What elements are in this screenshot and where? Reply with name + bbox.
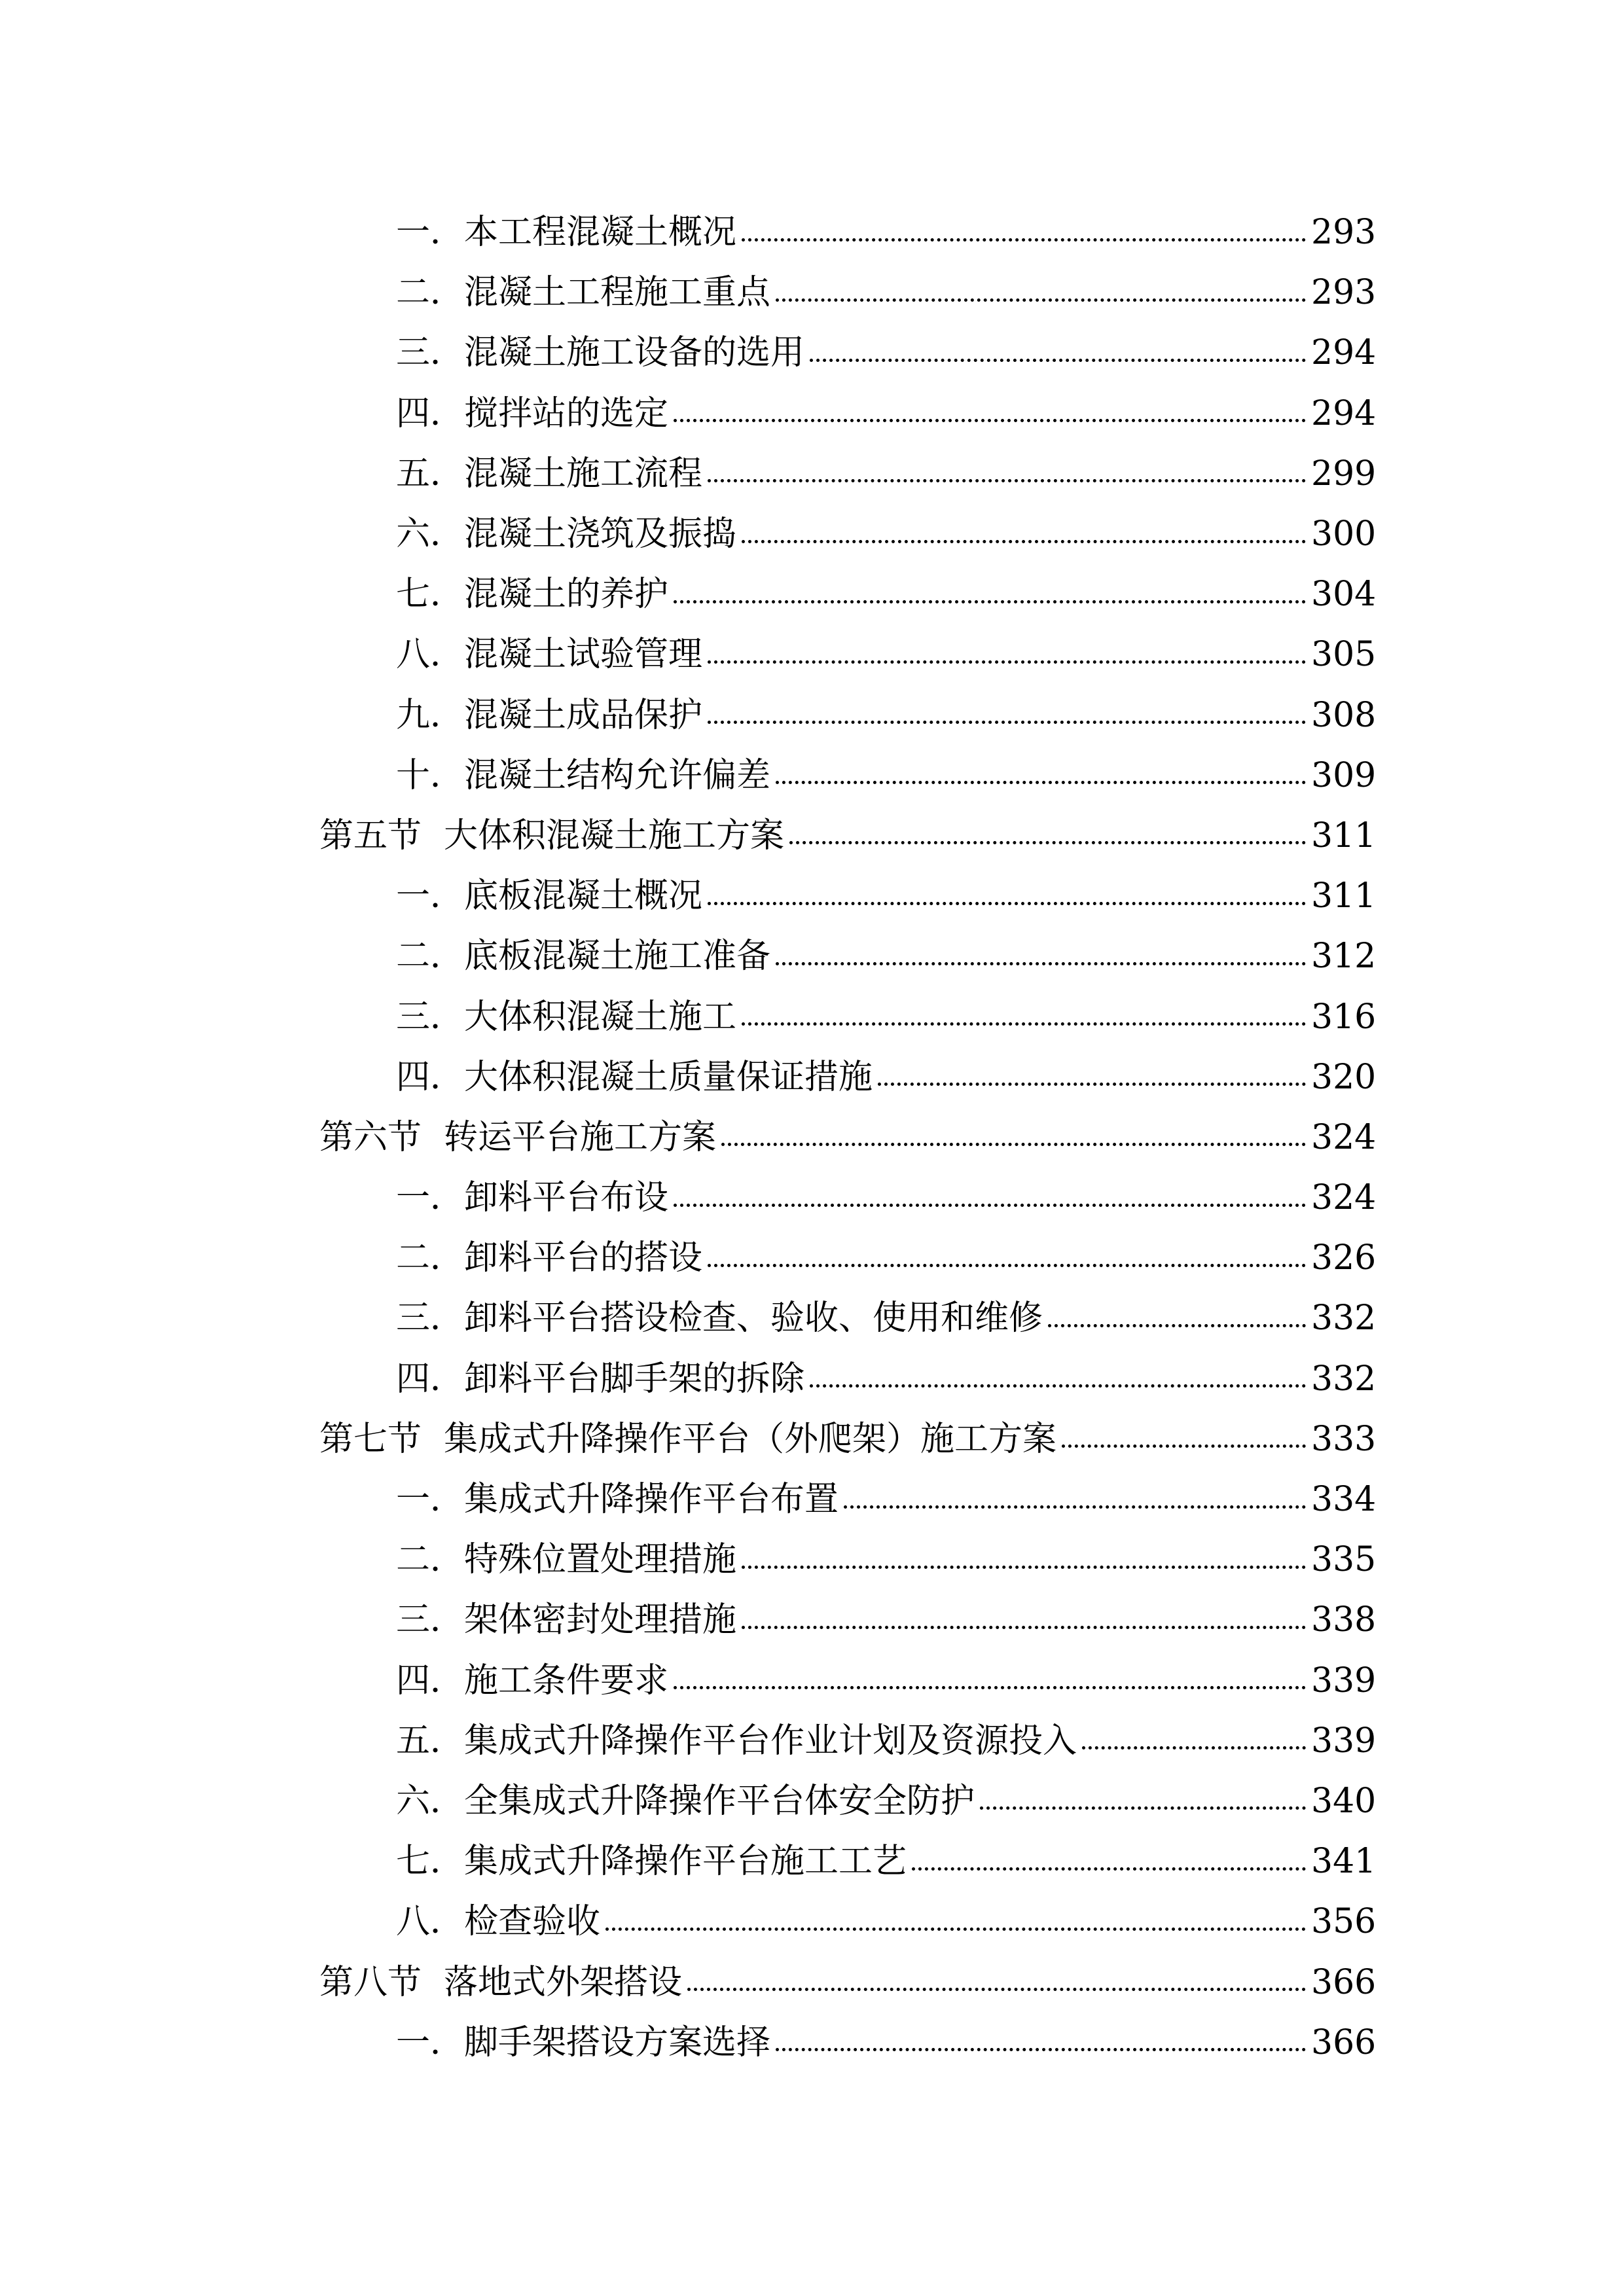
toc-entry-number: 二． xyxy=(396,1238,465,1278)
toc-entry-number: 第七节 xyxy=(319,1419,422,1459)
toc-entry-title: 混凝土工程施工重点 xyxy=(464,273,771,313)
toc-entry-number: 二． xyxy=(396,273,465,313)
toc-dot-leader xyxy=(878,1083,1306,1086)
toc-subsection-entry[interactable] xyxy=(0,262,1624,323)
toc-section-entry[interactable] xyxy=(0,1409,1624,1469)
toc-entry-number: 二． xyxy=(396,937,465,977)
toc-entry-title: 卸料平台的搭设 xyxy=(464,1238,703,1278)
toc-entry-label xyxy=(396,1359,804,1399)
toc-entry-label xyxy=(396,876,702,916)
toc-entry-number: 四． xyxy=(396,1359,465,1399)
toc-entry-number: 八． xyxy=(396,1902,465,1942)
toc-entry-title: 架体密封处理措施 xyxy=(464,1600,737,1640)
toc-entry-label xyxy=(396,756,770,795)
toc-entry-number: 七． xyxy=(396,1842,465,1882)
toc-entry-title: 混凝土施工流程 xyxy=(464,454,703,493)
toc-entry-number: 三． xyxy=(396,1299,465,1338)
toc-entry-title: 混凝土施工设备的选用 xyxy=(464,333,805,373)
toc-entry-title: 混凝土浇筑及振捣 xyxy=(464,514,737,554)
toc-entry-page: 294 xyxy=(1311,393,1377,433)
toc-dot-leader xyxy=(674,1686,1306,1689)
toc-entry-page: 338 xyxy=(1311,1600,1377,1640)
toc-entry-title: 大体积混凝土质量保证措施 xyxy=(464,1057,873,1097)
toc-entry-page: 316 xyxy=(1311,997,1377,1037)
toc-dot-leader xyxy=(810,1384,1306,1388)
toc-entry-label xyxy=(396,1540,736,1579)
toc-entry-label xyxy=(396,1902,600,1941)
toc-entry-label xyxy=(396,213,736,252)
toc-dot-leader xyxy=(742,1566,1306,1569)
toc-entry-label xyxy=(396,1661,668,1700)
toc-entry-number: 一． xyxy=(396,1480,465,1520)
toc-entry-number: 一． xyxy=(396,876,465,916)
toc-entry-page: 339 xyxy=(1311,1721,1377,1761)
toc-dot-leader xyxy=(776,781,1306,784)
toc-entry-title: 全集成式升降操作平台体安全防护 xyxy=(464,1781,975,1821)
toc-section-entry[interactable] xyxy=(0,1952,1624,2012)
toc-entry-number: 六． xyxy=(396,514,465,554)
toc-dot-leader xyxy=(674,419,1306,422)
toc-entry-title: 大体积混凝土施工 xyxy=(464,997,737,1037)
toc-entry-page: 332 xyxy=(1311,1299,1377,1338)
toc-dot-leader xyxy=(687,1988,1306,1991)
toc-dot-leader xyxy=(674,1204,1306,1207)
toc-entry-title: 施工条件要求 xyxy=(464,1660,669,1700)
toc-section-entry[interactable] xyxy=(0,806,1624,866)
toc-entry-label xyxy=(396,1480,839,1519)
toc-entry-title: 混凝土试验管理 xyxy=(464,635,703,675)
toc-entry-page: 312 xyxy=(1311,937,1377,977)
toc-entry-title: 转运平台施工方案 xyxy=(444,1117,717,1157)
table-of-contents xyxy=(0,202,1624,2073)
toc-subsection-entry[interactable] xyxy=(0,1168,1624,1228)
toc-entry-label xyxy=(396,997,736,1037)
toc-entry-page: 293 xyxy=(1311,213,1377,253)
toc-entry-page: 320 xyxy=(1311,1057,1377,1097)
toc-entry-label xyxy=(396,514,736,554)
toc-subsection-entry[interactable] xyxy=(0,745,1624,806)
toc-entry-title: 搅拌站的选定 xyxy=(464,393,669,433)
toc-entry-number: 四． xyxy=(396,1660,465,1700)
toc-entry-label xyxy=(396,1238,702,1278)
toc-dot-leader xyxy=(605,1928,1306,1931)
toc-entry-title: 混凝土结构允许偏差 xyxy=(464,755,771,795)
toc-entry-number: 第八节 xyxy=(319,1962,422,2002)
toc-entry-title: 脚手架搭设方案选择 xyxy=(464,2022,771,2062)
toc-subsection-entry[interactable] xyxy=(0,202,1624,262)
toc-subsection-entry[interactable] xyxy=(0,504,1624,564)
toc-entry-label xyxy=(396,333,804,372)
toc-subsection-entry[interactable] xyxy=(0,685,1624,745)
toc-entry-number: 五． xyxy=(396,454,465,493)
toc-dot-leader xyxy=(1048,1324,1306,1327)
toc-subsection-entry[interactable] xyxy=(0,986,1624,1047)
toc-subsection-entry[interactable] xyxy=(0,1771,1624,1831)
toc-entry-page: 341 xyxy=(1311,1842,1377,1882)
toc-dot-leader xyxy=(708,1264,1306,1267)
toc-dot-leader xyxy=(789,841,1306,844)
toc-dot-leader xyxy=(844,1505,1306,1509)
toc-entry-page: 293 xyxy=(1311,273,1377,313)
toc-dot-leader xyxy=(912,1867,1306,1871)
toc-entry-page: 309 xyxy=(1311,755,1377,795)
toc-dot-leader xyxy=(980,1806,1306,1810)
toc-entry-page: 339 xyxy=(1311,1660,1377,1700)
toc-entry-number: 八． xyxy=(396,635,465,675)
toc-entry-title: 卸料平台脚手架的拆除 xyxy=(464,1359,805,1399)
toc-dot-leader xyxy=(742,238,1306,242)
toc-entry-title: 卸料平台布设 xyxy=(464,1178,669,1218)
toc-dot-leader xyxy=(708,479,1306,482)
toc-entry-title: 混凝土成品保护 xyxy=(464,695,703,735)
toc-entry-number: 一． xyxy=(396,2022,465,2062)
toc-entry-label xyxy=(396,635,702,674)
toc-entry-label xyxy=(396,454,702,493)
toc-entry-page: 311 xyxy=(1311,876,1377,916)
toc-entry-label xyxy=(319,1963,682,2002)
toc-entry-page: 326 xyxy=(1311,1238,1377,1278)
toc-entry-number: 二． xyxy=(396,1540,465,1580)
toc-entry-title: 底板混凝土施工准备 xyxy=(464,937,771,977)
toc-entry-number: 七． xyxy=(396,575,465,615)
toc-entry-page: 366 xyxy=(1311,1962,1377,2002)
toc-entry-label xyxy=(396,2023,770,2062)
toc-entry-label xyxy=(396,575,668,614)
toc-subsection-entry[interactable] xyxy=(0,1530,1624,1590)
toc-entry-title: 集成式升降操作平台布置 xyxy=(464,1480,839,1520)
toc-dot-leader xyxy=(742,1626,1306,1629)
toc-entry-number: 一． xyxy=(396,1178,465,1218)
toc-dot-leader xyxy=(674,600,1306,603)
toc-entry-page: 294 xyxy=(1311,333,1377,373)
toc-subsection-entry[interactable] xyxy=(0,384,1624,444)
toc-entry-title: 本工程混凝土概况 xyxy=(464,213,737,253)
toc-subsection-entry[interactable] xyxy=(0,444,1624,504)
toc-subsection-entry[interactable] xyxy=(0,2013,1624,2073)
toc-entry-page: 334 xyxy=(1311,1480,1377,1520)
toc-subsection-entry[interactable] xyxy=(0,866,1624,926)
toc-entry-title: 集成式升降操作平台作业计划及资源投入 xyxy=(464,1721,1077,1761)
toc-entry-number: 一． xyxy=(396,213,465,253)
toc-entry-page: 300 xyxy=(1311,514,1377,554)
toc-subsection-entry[interactable] xyxy=(0,1047,1624,1107)
toc-entry-label xyxy=(319,1118,716,1157)
toc-entry-label xyxy=(319,816,784,855)
toc-entry-page: 299 xyxy=(1311,454,1377,493)
toc-dot-leader xyxy=(776,2048,1306,2051)
toc-dot-leader xyxy=(776,962,1306,965)
toc-subsection-entry[interactable] xyxy=(0,926,1624,986)
toc-subsection-entry[interactable] xyxy=(0,1288,1624,1348)
toc-subsection-entry[interactable] xyxy=(0,564,1624,624)
toc-entry-title: 检查验收 xyxy=(464,1902,601,1942)
toc-subsection-entry[interactable] xyxy=(0,624,1624,685)
toc-entry-page: 308 xyxy=(1311,695,1377,735)
toc-entry-label xyxy=(396,1600,736,1640)
toc-entry-number: 四． xyxy=(396,393,465,433)
toc-dot-leader xyxy=(708,902,1306,905)
toc-entry-title: 集成式升降操作平台施工工艺 xyxy=(464,1842,907,1882)
toc-entry-number: 第六节 xyxy=(319,1117,422,1157)
toc-subsection-entry[interactable] xyxy=(0,1711,1624,1771)
toc-entry-page: 311 xyxy=(1311,816,1377,855)
toc-entry-page: 332 xyxy=(1311,1359,1377,1399)
toc-entry-label xyxy=(396,394,668,433)
toc-entry-label xyxy=(396,273,770,312)
toc-entry-page: 333 xyxy=(1311,1419,1377,1459)
toc-entry-label xyxy=(396,1782,975,1821)
toc-entry-label xyxy=(396,696,702,735)
toc-entry-page: 304 xyxy=(1311,575,1377,615)
toc-subsection-entry[interactable] xyxy=(0,1349,1624,1409)
toc-dot-leader xyxy=(721,1143,1306,1146)
toc-entry-number: 四． xyxy=(396,1057,465,1097)
toc-entry-number: 三． xyxy=(396,333,465,373)
toc-entry-page: 324 xyxy=(1311,1117,1377,1157)
toc-entry-title: 特殊位置处理措施 xyxy=(464,1540,737,1580)
toc-entry-label xyxy=(396,1842,907,1881)
toc-subsection-entry[interactable] xyxy=(0,1228,1624,1288)
toc-dot-leader xyxy=(810,359,1306,362)
toc-subsection-entry[interactable] xyxy=(0,1651,1624,1711)
toc-subsection-entry[interactable] xyxy=(0,323,1624,383)
toc-dot-leader xyxy=(708,721,1306,724)
toc-entry-label xyxy=(396,1299,1043,1338)
toc-entry-number: 五． xyxy=(396,1721,465,1761)
toc-entry-label xyxy=(396,1058,873,1097)
toc-entry-label xyxy=(396,1721,1077,1761)
toc-entry-number: 第五节 xyxy=(319,816,422,855)
toc-entry-page: 340 xyxy=(1311,1781,1377,1821)
toc-subsection-entry[interactable] xyxy=(0,1590,1624,1650)
toc-entry-number: 三． xyxy=(396,1600,465,1640)
toc-entry-page: 356 xyxy=(1311,1902,1377,1942)
toc-entry-page: 335 xyxy=(1311,1540,1377,1580)
toc-dot-leader xyxy=(742,1022,1306,1026)
toc-entry-number: 三． xyxy=(396,997,465,1037)
toc-entry-title: 大体积混凝土施工方案 xyxy=(444,816,785,855)
toc-entry-number: 六． xyxy=(396,1781,465,1821)
toc-entry-page: 305 xyxy=(1311,635,1377,675)
toc-dot-leader xyxy=(708,660,1306,664)
toc-subsection-entry[interactable] xyxy=(0,1892,1624,1952)
toc-dot-leader xyxy=(742,540,1306,543)
toc-entry-title: 底板混凝土概况 xyxy=(464,876,703,916)
toc-entry-label xyxy=(319,1420,1056,1459)
toc-section-entry[interactable] xyxy=(0,1107,1624,1168)
toc-entry-number: 十． xyxy=(396,755,465,795)
toc-entry-title: 混凝土的养护 xyxy=(464,575,669,615)
toc-entry-number: 九． xyxy=(396,695,465,735)
toc-dot-leader xyxy=(1062,1444,1306,1448)
toc-dot-leader xyxy=(1082,1746,1306,1749)
toc-entry-page: 366 xyxy=(1311,2022,1377,2062)
toc-subsection-entry[interactable] xyxy=(0,1469,1624,1530)
toc-entry-page: 324 xyxy=(1311,1178,1377,1218)
toc-entry-label xyxy=(396,937,770,976)
toc-entry-title: 卸料平台搭设检查、验收、使用和维修 xyxy=(464,1299,1043,1338)
toc-entry-label xyxy=(396,1178,668,1217)
toc-dot-leader xyxy=(776,298,1306,302)
toc-entry-title: 落地式外架搭设 xyxy=(444,1962,683,2002)
toc-entry-title: 集成式升降操作平台（外爬架）施工方案 xyxy=(444,1419,1057,1459)
toc-subsection-entry[interactable] xyxy=(0,1831,1624,1892)
